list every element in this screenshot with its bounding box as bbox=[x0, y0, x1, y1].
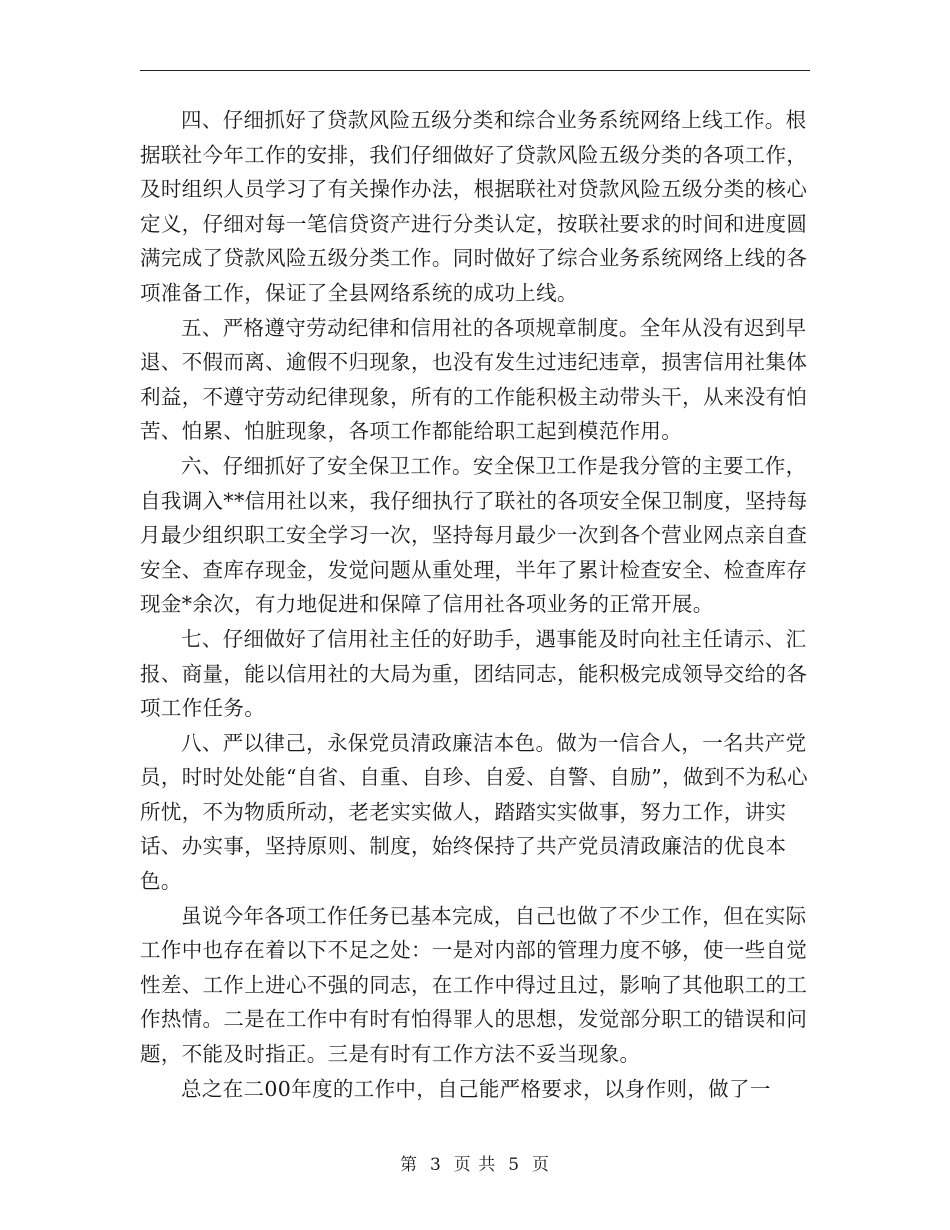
page-footer bbox=[0, 1150, 950, 1175]
paragraph-shortcomings: 虽说今年各项工作任务已基本完成，自己也做了不少工作，但在实际工作中也存在着以下不足之处：一是对内部的管理力度不够，使一些自觉性差、工作上进心不强的同志，在工作中得过且过，影响了其他职工的工作热情。二是在工作中有时有怕得罪人的思想，发觉部分职工的错误和问题，不能及时指正。三是有时有工作方法不妥当现象。 bbox=[140, 903, 808, 1067]
paragraph-security-work: 六、仔细抓好了安全保卫工作。安全保卫工作是我分管的主要工作，自我调入**信用社以来，我仔细执行了联社的各项安全保卫制度，坚持每月最少组织职工安全学习一次，坚持每月最少一次到各个营业网点亲自查安全、查库存现金，发觉问题从重处理，半年了累计检查安全、检查库存现金*余次，有力地促进和保障了信用社各项业务的正常开展。 bbox=[140, 453, 808, 617]
footer-total-pages: 5 bbox=[508, 1155, 521, 1175]
paragraph-assistant-role: 七、仔细做好了信用社主任的好助手，遇事能及时向社主任请示、汇报、商量，能以信用社的大局为重，团结同志，能积极完成领导交给的各项工作任务。 bbox=[140, 626, 808, 721]
paragraph-loan-classification: 四、仔细抓好了贷款风险五级分类和综合业务系统网络上线工作。根据联社今年工作的安排，我们仔细做好了贷款风险五级分类的各项工作，及时组织人员学习了有关操作办法，根据联社对贷款风险五级分类的核心定义，仔细对每一笔信贷资产进行分类认定，按联社要求的时间和进度圆满完成了贷款风险五级分类工作。同时做好了综合业务系统网络上线的各项准备工作，保证了全县网络系统的成功上线。 bbox=[140, 108, 808, 305]
paragraph-summary: 总之在二00年度的工作中，自己能严格要求，以身作则，做了一 bbox=[181, 1076, 771, 1101]
footer-page-number: 3 bbox=[429, 1155, 442, 1175]
footer-middle: 页 共 bbox=[453, 1155, 497, 1175]
footer-prefix: 第 bbox=[399, 1155, 418, 1175]
header-rule bbox=[140, 70, 810, 71]
paragraph-labor-discipline: 五、严格遵守劳动纪律和信用社的各项规章制度。全年从没有迟到早退、不假而离、逾假不归现象，也没有发生过违纪违章，损害信用社集体利益，不遵守劳动纪律现象，所有的工作能积极主动带头干，从来没有怕苦、怕累、怕脏现象，各项工作都能给职工起到模范作用。 bbox=[140, 315, 808, 444]
footer-suffix: 页 bbox=[532, 1155, 551, 1175]
document-body bbox=[140, 103, 820, 1106]
paragraph-integrity: 八、严以律己，永保党员清政廉洁本色。做为一信合人，一名共产党员，时时处处能“自省、自重、自珍、自爱、自警、自励”，做到不为私心所忧，不为物质所动，老老实实做人，踏踏实实做事，努力工作，讲实话、办实事，坚持原则、制度，始终保持了共产党员清政廉洁的优良本色。 bbox=[140, 730, 809, 894]
